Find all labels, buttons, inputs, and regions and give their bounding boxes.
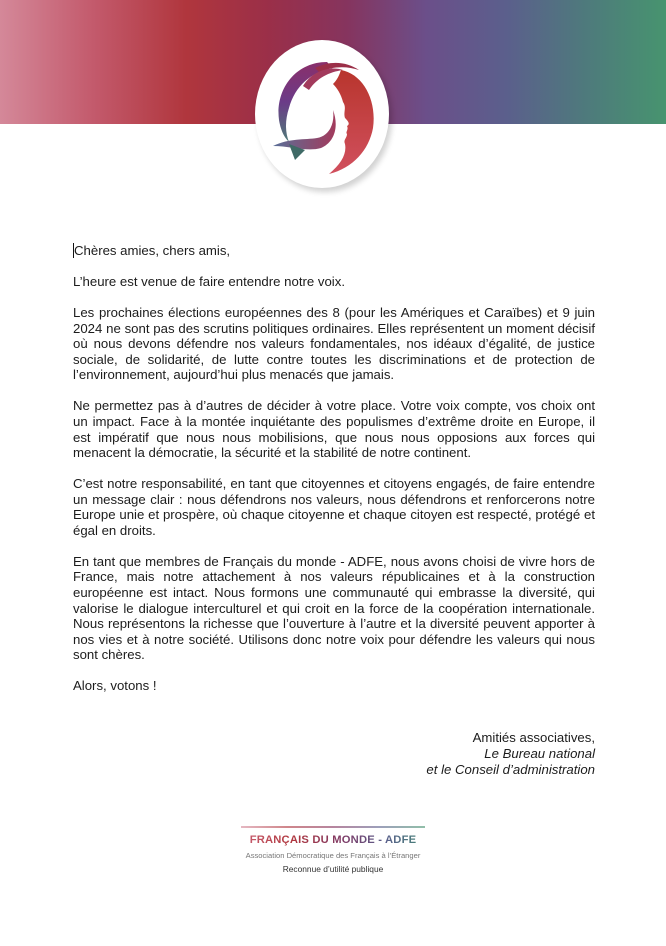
paragraph-intro: L’heure est venue de faire entendre notre voix. <box>73 273 345 289</box>
signatory-conseil: et le Conseil d’administration <box>426 762 595 777</box>
paragraph-members: En tant que membres de Français du monde - ADFE, nous avons choisi de vivre hors de France, mais notre attachement à nos valeurs républicaines et à la construction européenne est intact. Nous formons une communauté qui embrasse la diversité, qui valorise le dialogue interculturel et qui croit en la force de la coopération internationale. Nous représentons la richesse que l’ouverture à l’autre et la diversité peuvent apporter à nos vies et à notre société. Utilisons donc notre voix pour défendre les valeurs qui nous sont chères. <box>73 553 595 663</box>
paragraph-elections: Les prochaines élections européennes des 8 (pour les Amériques et Caraïbes) et 9 juin 2024 ne sont pas des scrutins politiques ordinaires. Elles représentent un moment décisif où nous devons défendre nos valeurs fondamentales, nos idéaux d’égalité, de justice sociale, de solidarité, de lutte contre toutes les discriminations et de protection de l’environnement, aujourd’hui plus menacés que jamais. <box>73 304 595 383</box>
paragraph-mobilize: Ne permettez pas à d’autres de décider à votre place. Votre voix compte, vos choix ont un impact. Face à la montée inquiétante des populismes d’extrême droite en Europe, il est impératif que nous nous mobilisions, que nous nous opposions aux forces qui menacent la démocratie, la sécurité et la stabilité de notre continent. <box>73 398 595 461</box>
footer-divider <box>241 826 425 828</box>
woman-profile-logo-icon <box>255 40 389 188</box>
footer-brand-block <box>230 826 436 874</box>
paragraph-responsibility: C’est notre responsabilité, en tant que citoyennes et citoyens engagés, de faire entendre un message clair : nous défendrons nos valeurs, nous défendrons et renforcerons notre Europe unie et prospère, où chaque citoyenne et chaque citoyen est respecté, protégé et égal en droits. <box>73 476 595 538</box>
signature-block <box>426 730 595 778</box>
signatory-bureau: Le Bureau national <box>484 746 595 761</box>
greeting: Chères amies, chers amis, <box>74 243 231 258</box>
letter-body <box>73 243 595 709</box>
footer-subtitle: Association Démocratique des Français à l’Étranger <box>245 851 421 860</box>
footer-status: Reconnue d’utilité publique <box>282 864 384 874</box>
logo-badge <box>255 40 389 188</box>
paragraph-call-to-vote: Alors, votons ! <box>73 678 157 694</box>
closing: Amitiés associatives, <box>472 730 595 745</box>
footer-brand-name: FRANÇAIS DU MONDE - ADFE <box>230 834 436 846</box>
